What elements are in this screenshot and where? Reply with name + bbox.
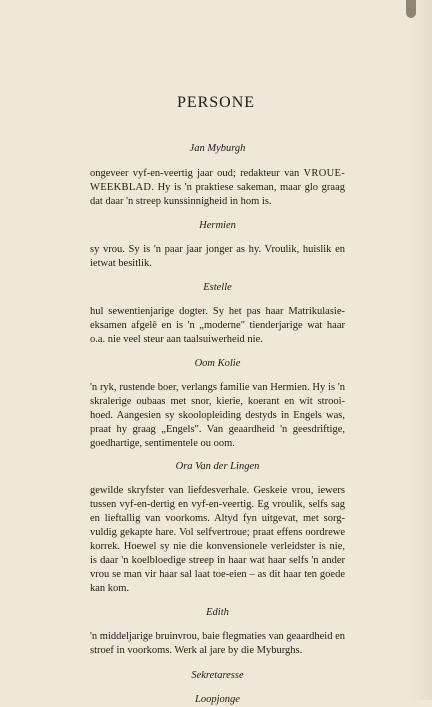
- character-name: Oom Kolie: [194, 358, 241, 369]
- character-description: 'n ryk, rustende boer, verlangs familie van Hermien. Hy is 'n skralerige oubaas met snor, kierie, koerant en wit strooi-hoed. Aangesien sy skoolopleiding destyds in Engels was, praat hy graag „Engels". Van geaardheid 'n geesdriftige, goedhartige, sentimentele ou oom.: [90, 382, 345, 449]
- description-text: ongeveer vyf-en-veertig jaar oud; redakteur van: [90, 168, 300, 179]
- character-description: 'n middeljarige bruinvrou, baie flegmaties van geaardheid en stroef in voorkoms. Werk al jare by die Myburghs.: [90, 631, 345, 656]
- character-name: Edith: [206, 607, 229, 618]
- description-text: . Hy is 'n praktiese sakeman, maar glo graag dat daar 'n streep kunssinnigheid in hom is.: [90, 182, 345, 207]
- character-name: Jan Myburgh: [189, 143, 246, 154]
- character-name: Loopjonge: [195, 694, 240, 705]
- character-description: [90, 167, 345, 209]
- character-name: Sekretaresse: [191, 670, 244, 681]
- character-name: Hermien: [199, 220, 236, 231]
- character-description: hul sewentienjarige dogter. Sy het pas haar Matrikulasie-eksamen afgelê en is 'n „moderne" tienderjarige wat haar o.a. nie veel steur aan taalsuiwerheid nie.: [90, 306, 345, 345]
- character-description: gewilde skryfster van liefdesverhale. Geskeie vrou, iewers tussen vyf-en-dertig en vyf-en-veertig. Eg vroulik, selfs sag en lieftallig van voorkoms. Altyd fyn uitgevat, met sorg-vuldig gekapte hare. Vol selfvertroue; praat effens oordrewe korrek. Hoewel sy nie die konvensionele verleidster is nie, is daar 'n koelbloedige streep in haar wat haar selfs 'n ander vrou se man vir haar sal laat toe-eien – as dit haar ten goede kan kom.: [90, 485, 345, 594]
- page-title: PERSONE: [176, 94, 256, 111]
- character-name: Ora Van der Lingen: [175, 461, 260, 472]
- cast-list: [90, 138, 345, 707]
- magazine-title: VROUE-WEEKBLAD: [90, 168, 346, 193]
- character-name: Estelle: [203, 282, 232, 293]
- character-description: sy vrou. Sy is 'n paar jaar jonger as hy. Vroulik, huislik en ietwat besitlik.: [90, 244, 345, 269]
